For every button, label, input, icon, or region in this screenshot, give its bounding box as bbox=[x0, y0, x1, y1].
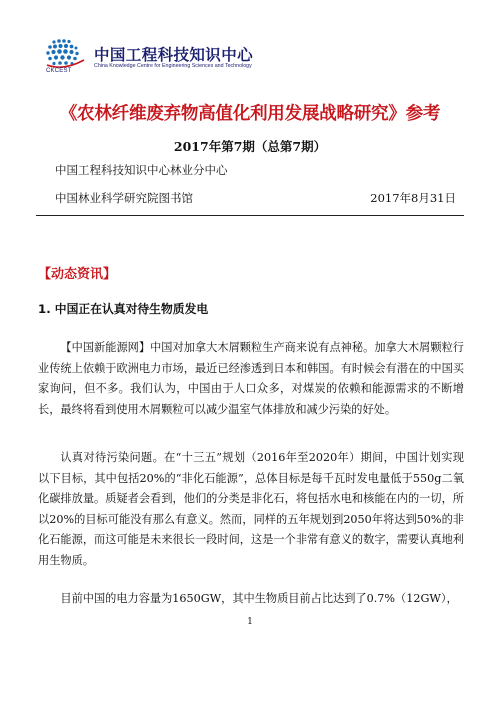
report-title: 《农林纤维废弃物高值化利用发展战略研究》参考 bbox=[59, 104, 441, 124]
logo-chinese-name: 中国工程科技知识中心 bbox=[94, 46, 254, 64]
page-number: 1 bbox=[247, 617, 253, 627]
publisher-org: 中国工程科技知识中心林业分中心 bbox=[55, 163, 228, 177]
logo bbox=[44, 38, 254, 78]
paragraph: 认真对待污染问题。在“十三五”规划（2016年至2020年）期间，中国计划实现以下目标，其中包括20%的“非化石能源”，总体目标是每千瓦时发电量低于550g二氧化碳排放量。质疑者会看到，他们的分类是非化石，将包括水电和核能在内的一切，所以20%的目标可能没有那么有意义。然而，同样的五年规划到2050年将达到50%的非化石能源，而这可能是未来很长一段时间，这是一个非常有意义的数字，需要认真地利用生物质。 bbox=[38, 451, 464, 567]
issue-number: 2017年第7期（总第7期） bbox=[173, 139, 327, 154]
logo-abbreviation: CKCEST bbox=[46, 68, 72, 74]
logo-english-name: China Knowledge Centre for Engineering Sciences and Technology bbox=[94, 63, 252, 69]
paragraph: 【中国新能源网】中国对加拿大木屑颗粒生产商来说有点神秘。加拿大木屑颗粒行业传统上依赖于欧洲电力市场，最近已经渗透到日本和韩国。有时候会有潜在的中国买家询问，但不多。我们认为，中国由于人口众多，对煤炭的依赖和能源需求的不断增长，最终将看到使用木屑颗粒可以减少温室气体排放和减少污染的好处。 bbox=[38, 341, 464, 416]
header-divider bbox=[36, 215, 464, 216]
publish-date: 2017年8月31日 bbox=[370, 191, 456, 205]
publisher-library: 中国林业科学研究院图书馆 bbox=[55, 191, 193, 205]
paragraph: 目前中国的电力容量为1650GW，其中生物质目前占比达到了0.7%（12GW）， bbox=[60, 592, 458, 606]
article-heading: 1. 中国正在认真对待生物质发电 bbox=[38, 302, 209, 316]
section-label: 【动态资讯】 bbox=[38, 267, 117, 282]
